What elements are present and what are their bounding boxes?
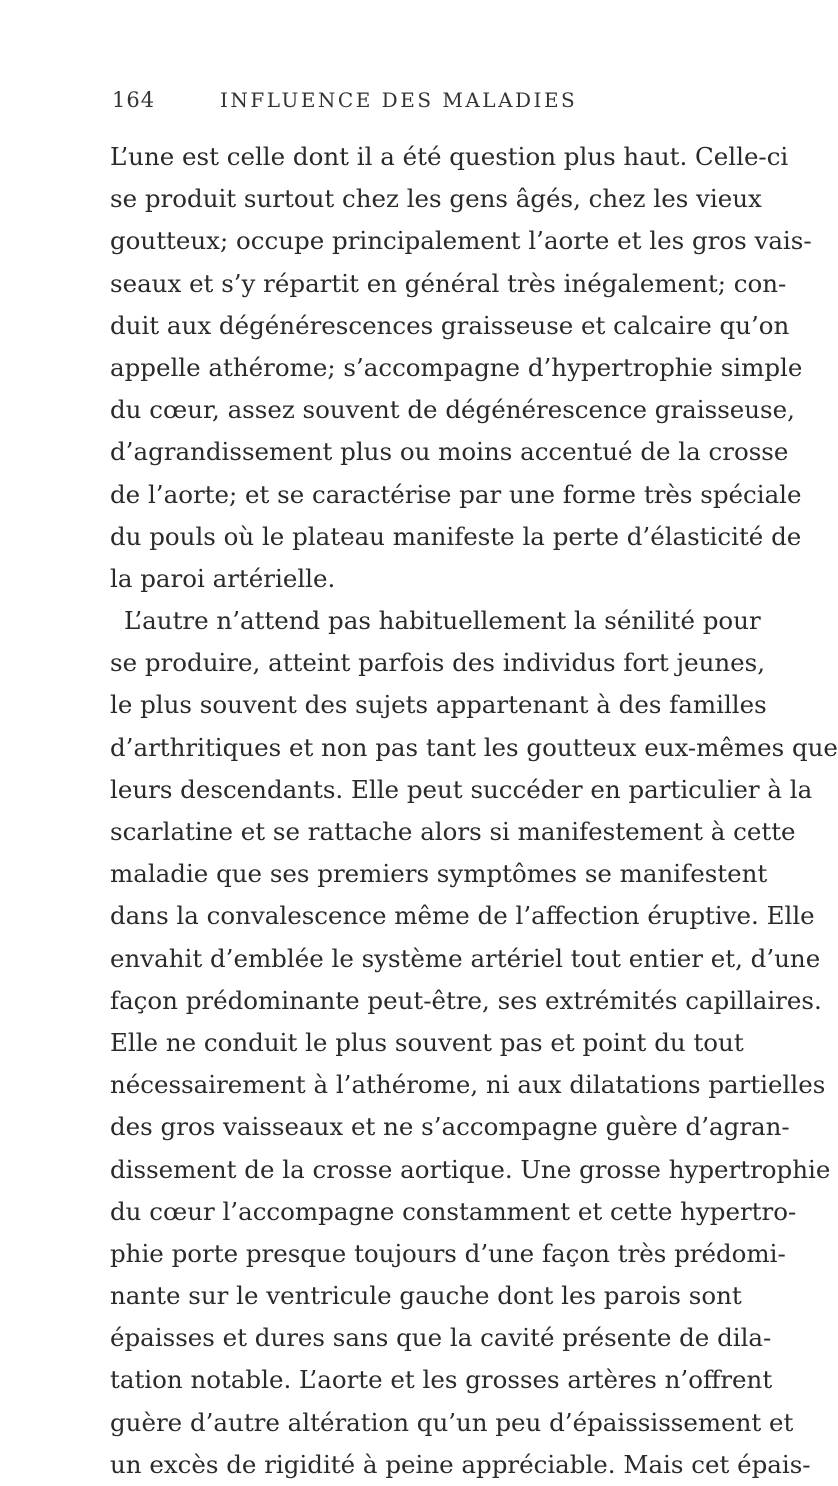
- text-line: d’agrandissement plus ou moins accentué de la crosse: [110, 437, 789, 467]
- text-line: façon prédominante peut-être, ses extrémités capillaires.: [110, 985, 822, 1015]
- running-title: INFLUENCE DES MALADIES: [220, 88, 578, 112]
- text-line: envahit d’emblée le système artériel tout entier et, d’une: [110, 943, 821, 973]
- text-line: L’autre n’attend pas habituellement la sénilité pour: [124, 606, 761, 636]
- text-line: Elle ne conduit le plus souvent pas et point du tout: [110, 1027, 744, 1057]
- text-line: L’une est celle dont il a été question plus haut. Celle-ci: [110, 142, 789, 171]
- body-text: [110, 136, 838, 1486]
- text-line: des gros vaisseaux et ne s’accompagne guère d’agran-: [110, 1112, 790, 1142]
- text-line: maladie que ses premiers symptômes se manifestent: [110, 859, 768, 889]
- page-header: [112, 88, 712, 118]
- page-number: 164: [112, 88, 156, 112]
- text-line: se produire, atteint parfois des individus fort jeunes,: [110, 648, 766, 678]
- text-line: leurs descendants. Elle peut succéder en particulier à la: [110, 774, 813, 804]
- text-line: scarlatine et se rattache alors si manifestement à cette: [110, 817, 796, 846]
- text-line: tation notable. L’aorte et les grosses artères n’offrent: [110, 1365, 773, 1395]
- text-line: de l’aorte; et se caractérise par une forme très spéciale: [110, 479, 802, 509]
- text-line: nante sur le ventricule gauche dont les parois sont: [110, 1281, 742, 1311]
- text-line: duit aux dégénérescences graisseuse et calcaire qu’on: [110, 310, 790, 340]
- text-line: d’arthritiques et non pas tant les goutteux eux-mêmes que: [110, 732, 838, 762]
- text-line: dissement de la crosse aortique. Une grosse hypertrophie: [110, 1154, 831, 1184]
- text-line: le plus souvent des sujets appartenant à des familles: [110, 690, 767, 720]
- text-line: phie porte presque toujours d’une façon très prédomi-: [110, 1238, 786, 1268]
- text-line: se produit surtout chez les gens âgés, chez les vieux: [110, 184, 762, 214]
- text-line: nécessairement à l’athérome, ni aux dilatations partielles: [110, 1070, 826, 1100]
- text-line: épaisses et dures sans que la cavité présente de dila-: [110, 1323, 772, 1353]
- text-line: du pouls où le plateau manifeste la perte d’élasticité de: [110, 521, 802, 551]
- text-line: guère d’autre altération qu’un peu d’épaississement et: [110, 1407, 794, 1437]
- text-line: dans la convalescence même de l’affection éruptive. Elle: [110, 901, 815, 931]
- text-line: du cœur, assez souvent de dégénérescence graisseuse,: [110, 395, 795, 425]
- text-line: du cœur l’accompagne constamment et cette hypertro-: [110, 1196, 797, 1226]
- text-line: un excès de rigidité à peine appréciable. Mais cet épais-: [110, 1449, 811, 1479]
- text-line: la paroi artérielle.: [110, 563, 336, 593]
- text-line: appelle athérome; s’accompagne d’hypertrophie simple: [110, 352, 803, 382]
- text-line: goutteux; occupe principalement l’aorte et les gros vais-: [110, 226, 812, 256]
- text-line: seaux et s’y répartit en général très inégalement; con-: [110, 268, 787, 298]
